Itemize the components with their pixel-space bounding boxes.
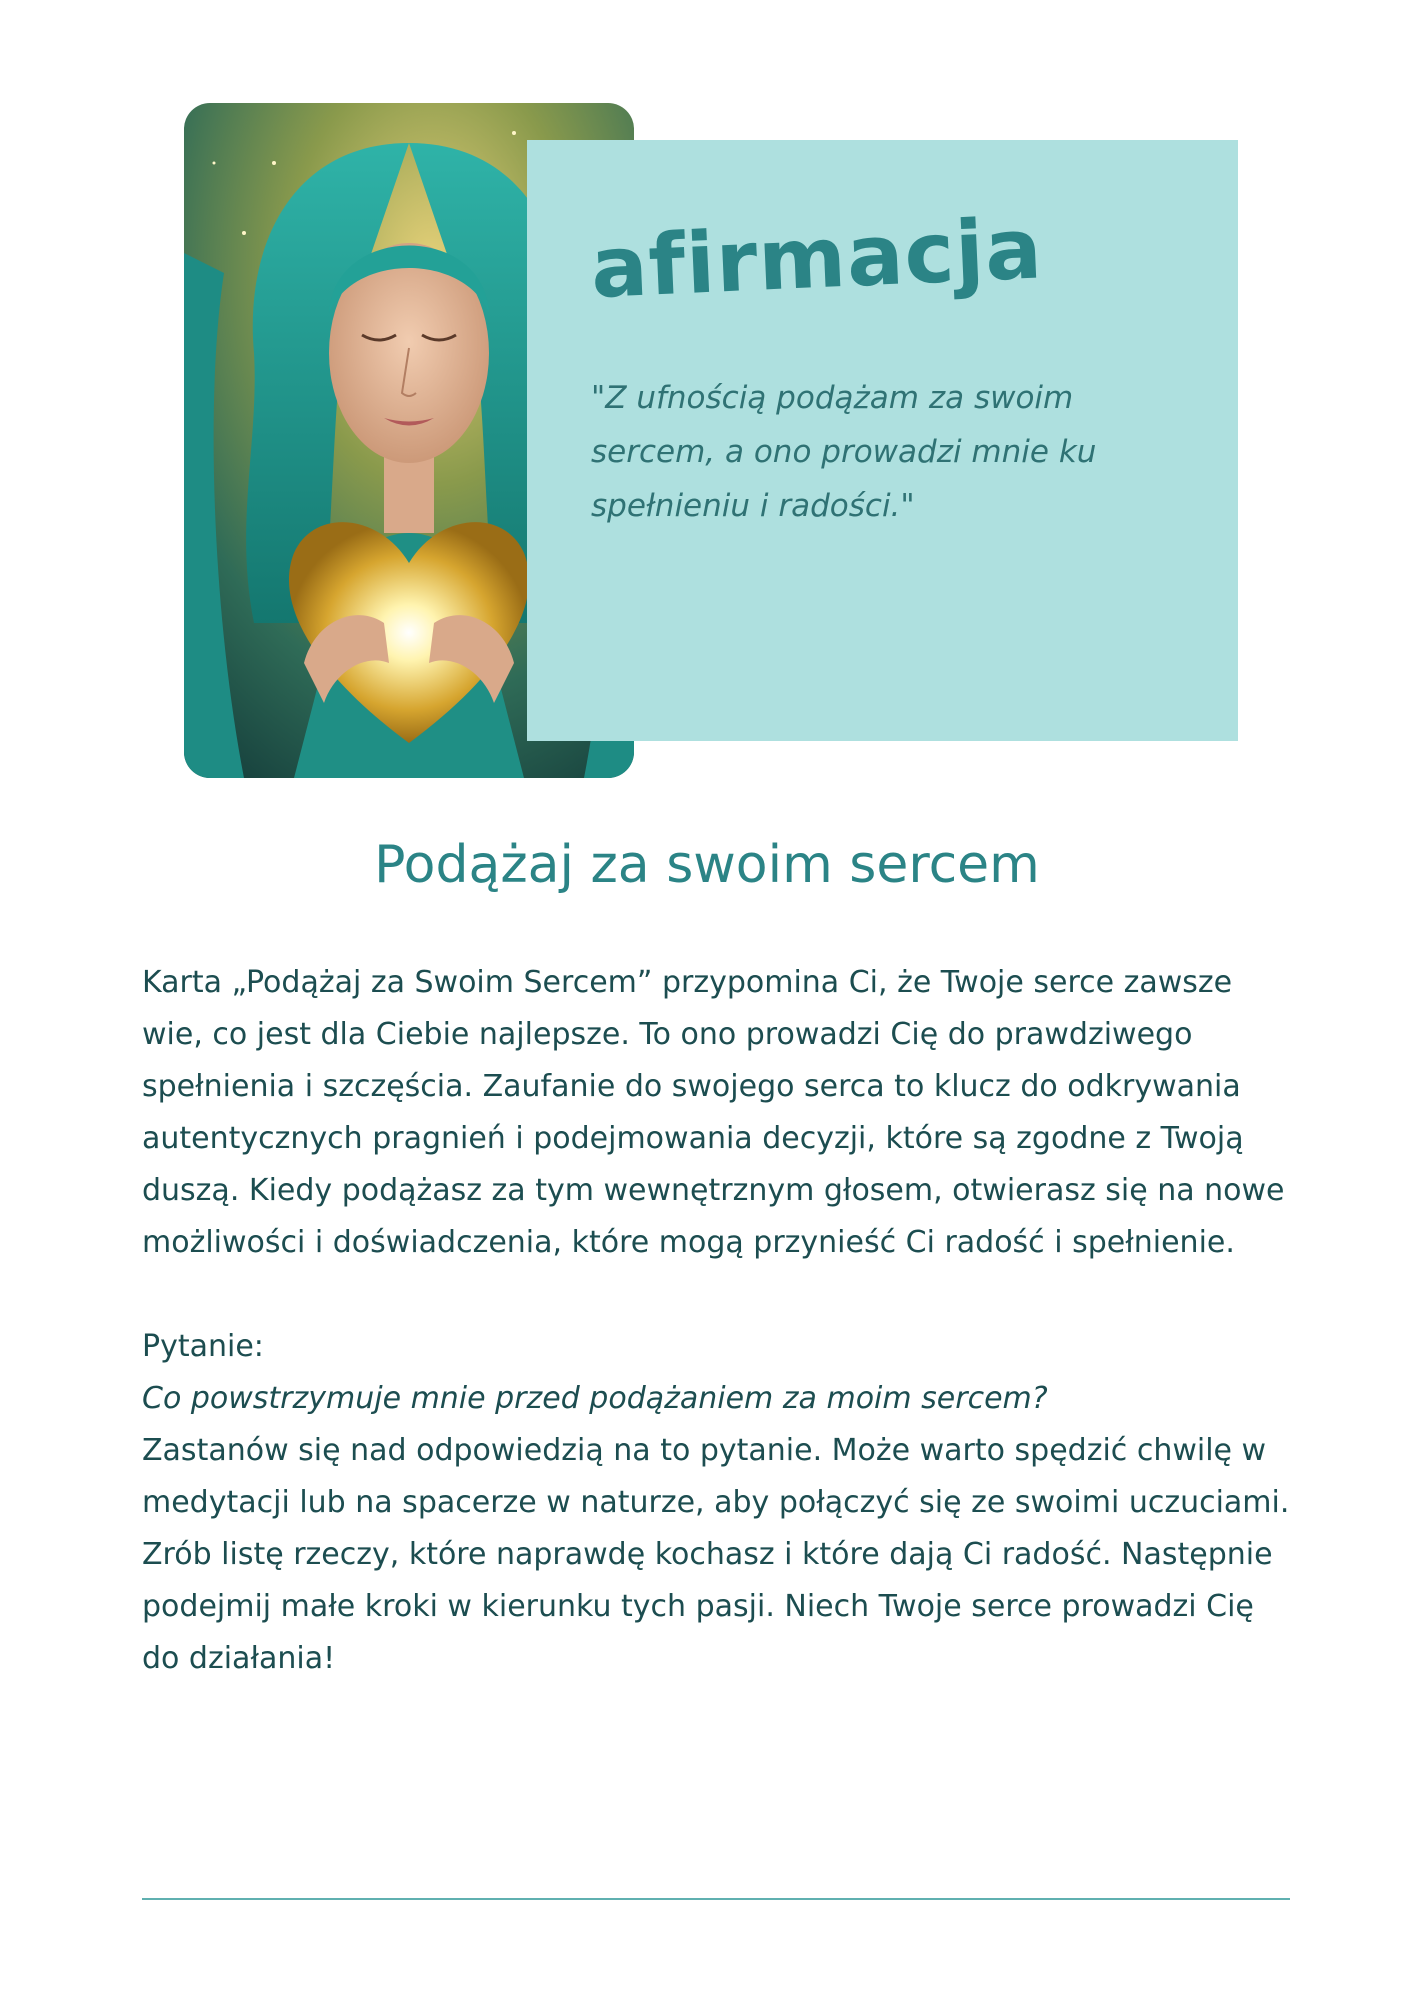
question-label: Pytanie: bbox=[142, 1329, 264, 1364]
card-title: Podążaj za swoim sercem bbox=[374, 835, 1040, 895]
card-description: Karta „Podążaj za Swoim Sercem” przypomina Ci, że Twoje serce zawsze wie, co jest dla Ciebie najlepsze. To ono prowadzi Cię do prawdziwego spełnienia i szczęścia. Zaufanie do swojego serca to klucz do odkrywania autentycznych pragnień i podejmowania decyzji, które są zgodne z Twoją duszą. Kiedy podążasz za tym wewnętrznym głosem, otwierasz się na nowe możliwości i doświadczenia, które mogą przynieść Ci radość i spełnienie. bbox=[142, 965, 1285, 1260]
affirmation-heading: afirmacja bbox=[588, 199, 1045, 317]
question-text: Co powstrzymuje mnie przed podążaniem za moim sercem? bbox=[142, 1381, 1048, 1416]
reflection-text: Zastanów się nad odpowiedzią na to pytanie. Może warto spędzić chwilę w medytacji lub na spacerze w naturze, aby połączyć się ze swoimi uczuciami. Zrób listę rzeczy, które naprawdę kochasz i które dają Ci radość. Następnie podejmij małe kroki w kierunku tych pasji. Niech Twoje serce prowadzi Cię do działania! bbox=[142, 1433, 1290, 1676]
affirmation-quote: "Z ufnością podążam za swoim sercem, a ono prowadzi mnie ku spełnieniu i radości." bbox=[591, 379, 1097, 524]
footer-divider bbox=[142, 1898, 1290, 1900]
paragraph-spacer bbox=[142, 1269, 1292, 1321]
affirmation-panel bbox=[527, 140, 1238, 741]
card-content bbox=[142, 957, 1292, 1685]
